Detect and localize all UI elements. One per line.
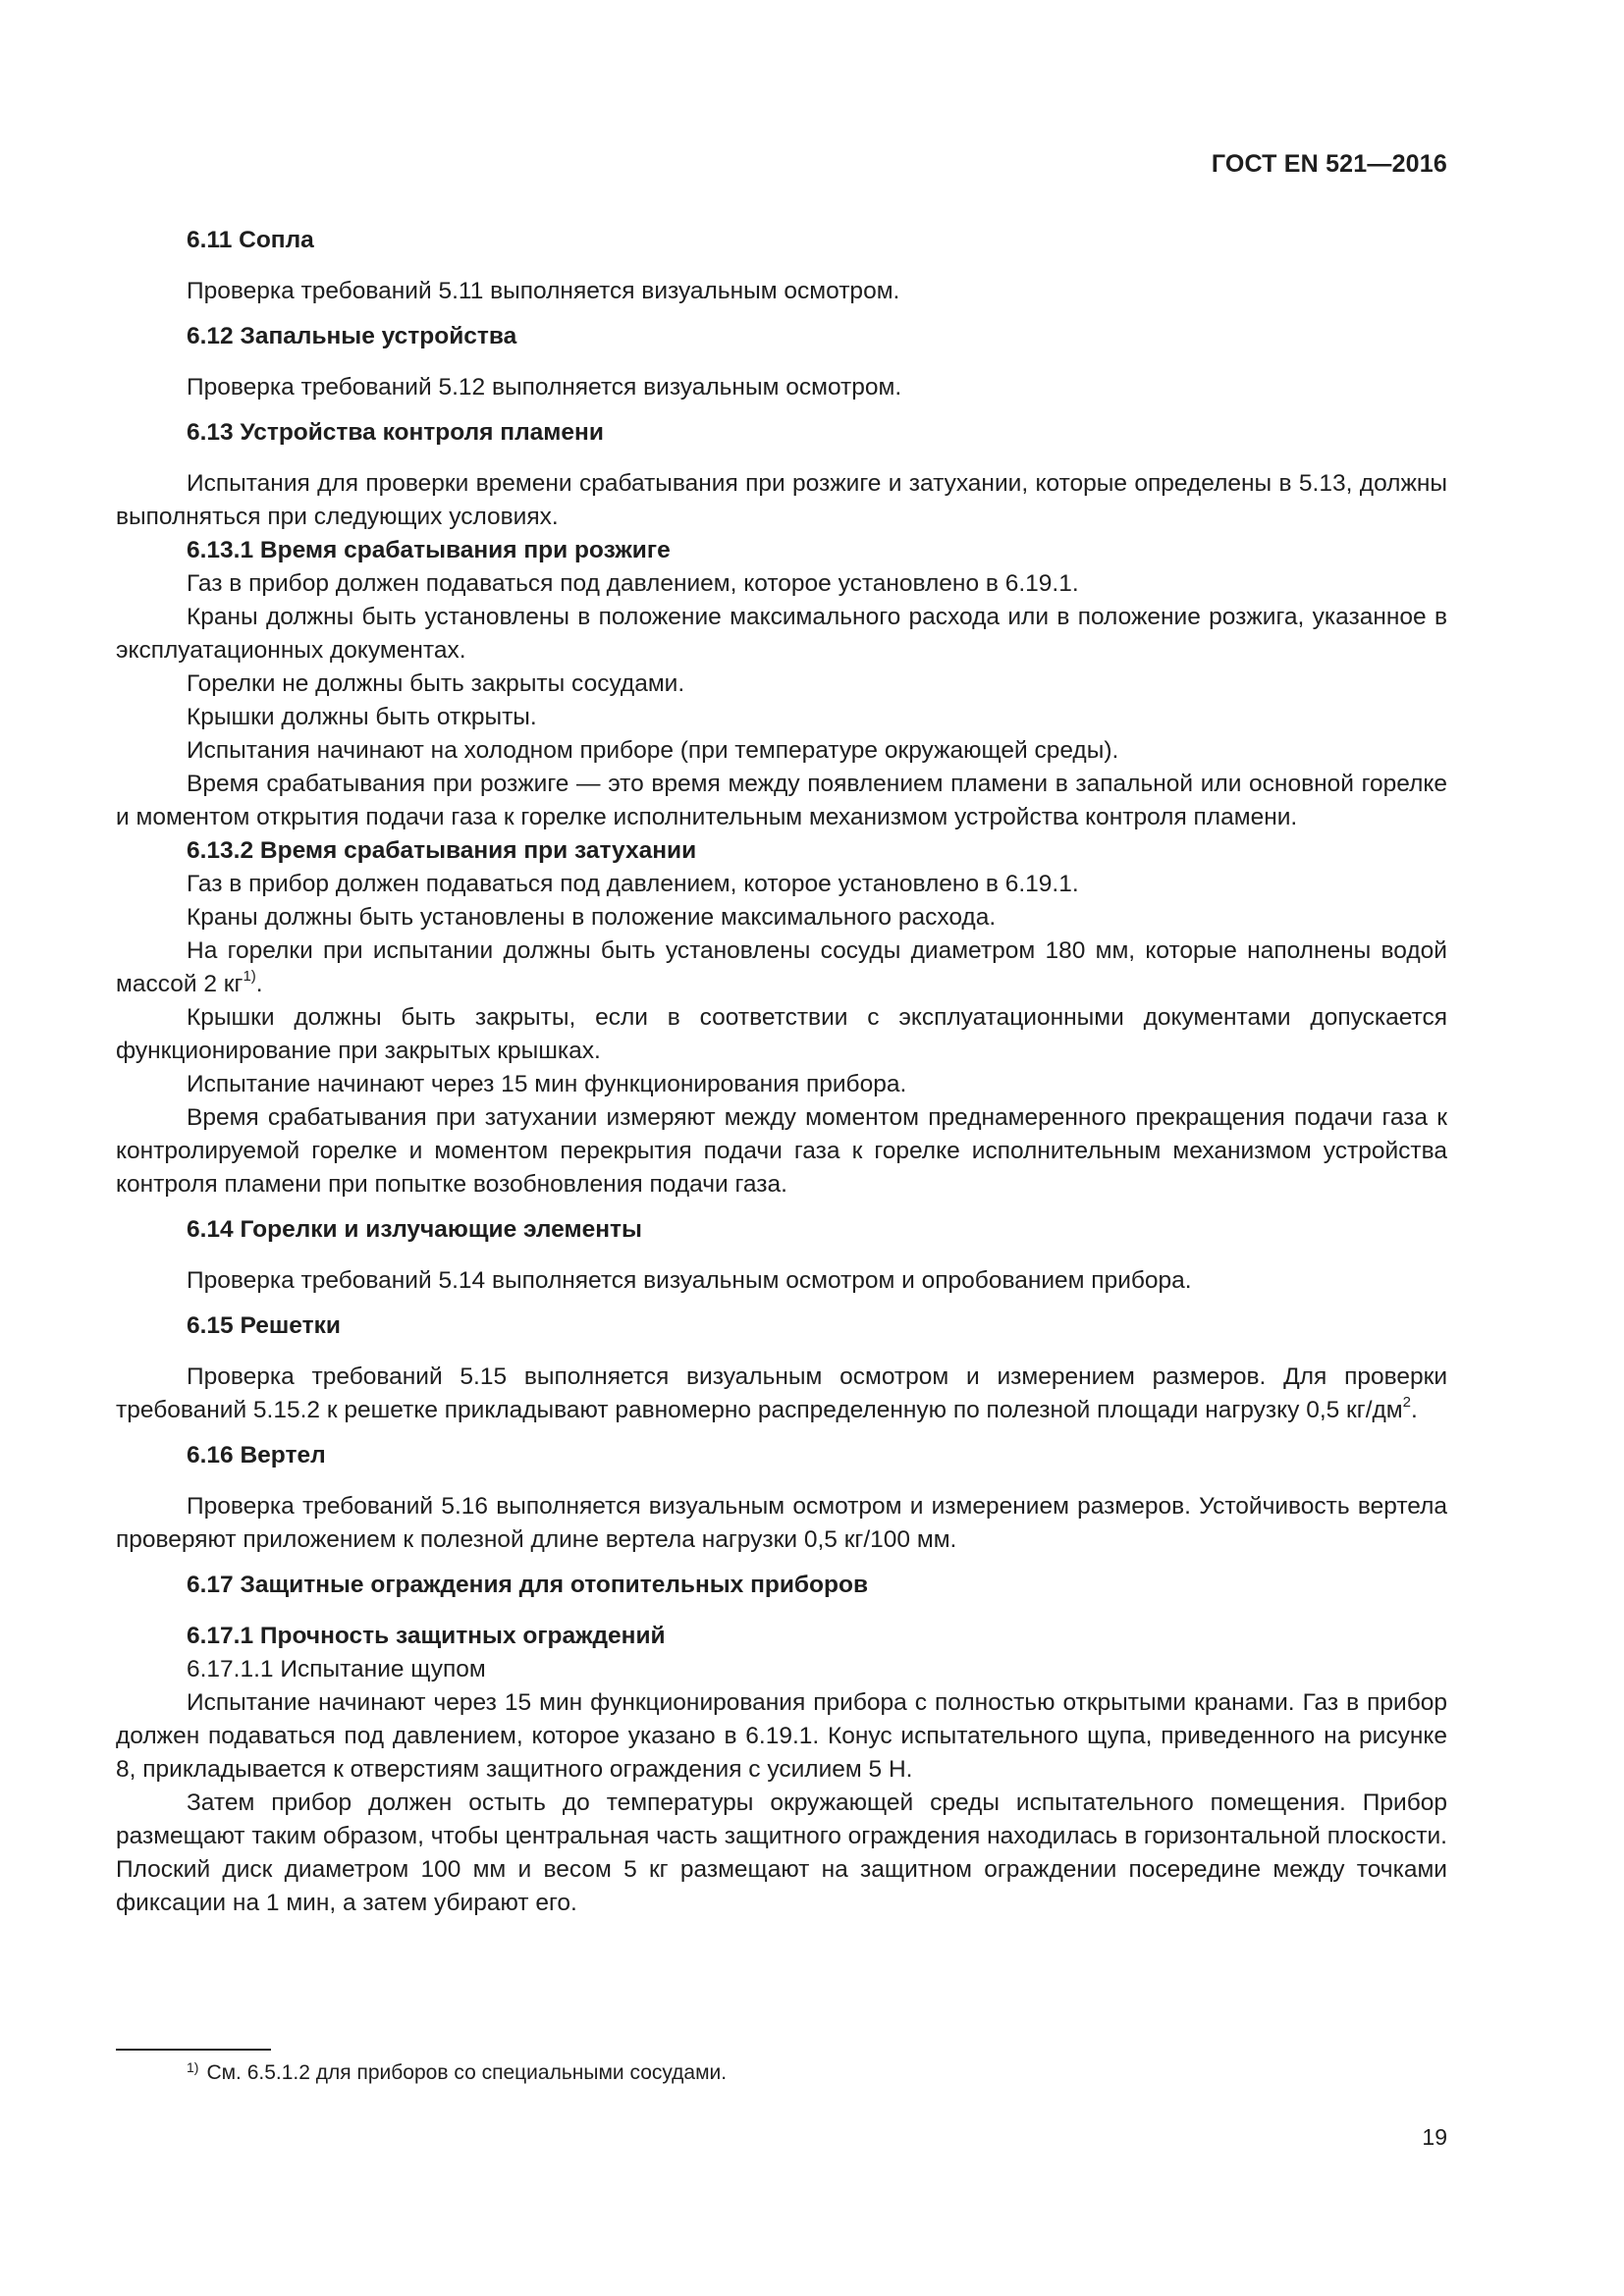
section-heading: 6.14 Горелки и излучающие элементы [187, 1216, 642, 1243]
paragraph: Испытание начинают через 15 мин функционирования прибора. [187, 1071, 907, 1097]
footnote-mark: 1) [187, 2059, 199, 2075]
paragraph: Время срабатывания при затухании измеряют между моментом преднамеренного прекращения подачи газа к контролируемой горелке и моментом перекрытия подачи газа к горелке исполнительным механизмом устройства контроля пламени при попытке возобновления подачи газа. [116, 1104, 1447, 1198]
clause-title: 6.17.1.1 Испытание щупом [187, 1656, 486, 1682]
paragraph: Краны должны быть установлены в положение максимального расхода или в положение розжига, указанное в эксплуатационных документах. [116, 604, 1447, 664]
section-heading: 6.12 Запальные устройства [187, 323, 517, 349]
paragraph: Крышки должны быть закрыты, если в соответствии с эксплуатационными документами допускается функционирование при закрытых крышках. [116, 1004, 1447, 1064]
paragraph: Проверка требований 5.12 выполняется визуальным осмотром. [187, 374, 902, 400]
subsection-heading: 6.13.2 Время срабатывания при затухании [187, 837, 697, 864]
subsection-heading: 6.17.1 Прочность защитных ограждений [187, 1623, 666, 1649]
footnote [187, 2058, 727, 2089]
page-number: 19 [1422, 2124, 1447, 2150]
document-body [116, 224, 1447, 1920]
section-heading: 6.15 Решетки [187, 1312, 341, 1339]
paragraph: Газ в прибор должен подаваться под давлением, которое установлено в 6.19.1. [187, 871, 1079, 897]
paragraph: На горелки при испытании должны быть установлены сосуды диаметром 180 мм, которые наполнены водой массой 2 $кг^{1)}$. [116, 937, 1447, 997]
paragraph: Краны должны быть установлены в положение максимального расхода. [187, 904, 997, 931]
paragraph: Испытания для проверки времени срабатывания при розжиге и затухании, которые определены в 5.13, должны выполняться при следующих условиях. [116, 470, 1447, 530]
paragraph: Горелки не должны быть закрыты сосудами. [187, 670, 685, 697]
section-heading: 6.17 Защитные ограждения для отопительных приборов [187, 1572, 869, 1598]
document-code-header: ГОСТ EN 521—2016 [1211, 150, 1447, 178]
footnote-reference: 2 [1402, 1393, 1411, 1411]
subsection-heading: 6.13.1 Время срабатывания при розжиге [187, 537, 671, 563]
footnote-separator [116, 2049, 271, 2051]
section-heading: 6.16 Вертел [187, 1442, 326, 1468]
footnote-reference: 1) [243, 967, 256, 985]
paragraph: Испытание начинают через 15 мин функционирования прибора с полностью открытыми кранами. Газ в прибор должен подаваться под давлением, которое указано в 6.19.1. Конус испытательного щупа, приведенного на рисунке 8, прикладывается к отверстиям защитного ограждения с усилием 5 Н. [116, 1689, 1447, 1783]
paragraph: Время срабатывания при розжиге — это время между появлением пламени в запальной или основной горелке и моментом открытия подачи газа к горелке исполнительным механизмом устройства контроля пламени. [116, 771, 1447, 830]
paragraph: Проверка требований 5.14 выполняется визуальным осмотром и опробованием прибора. [187, 1267, 1192, 1294]
section-heading: 6.11 Сопла [187, 227, 314, 253]
paragraph: Проверка требований 5.16 выполняется визуальным осмотром и измерением размеров. Устойчивость вертела проверяют приложением к полезной длине вертела нагрузки 0,5 кг/100 мм. [116, 1493, 1447, 1553]
paragraph: Крышки должны быть открыты. [187, 704, 537, 730]
paragraph: Газ в прибор должен подаваться под давлением, которое установлено в 6.19.1. [187, 570, 1079, 597]
paragraph: Проверка требований 5.15 выполняется визуальным осмотром и измерением размеров. Для проверки требований 5.15.2 к решетке прикладывают равномерно распределенную по полезной площади нагрузку 0,5 $кг/дм^2$. [116, 1363, 1447, 1423]
section-heading: 6.13 Устройства контроля пламени [187, 419, 604, 446]
paragraph: Испытания начинают на холодном приборе (при температуре окружающей среды). [187, 737, 1119, 764]
footnote-text: См. 6.5.1.2 для приборов со специальными сосудами. [206, 2061, 728, 2084]
paragraph: Затем прибор должен остыть до температуры окружающей среды испытательного помещения. Прибор размещают таким образом, чтобы центральная часть защитного ограждения находилась в горизонтальной плоскости. Плоский диск диаметром 100 мм и весом 5 кг размещают на защитном ограждении посередине между точками фиксации на 1 мин, а затем убирают его. [116, 1789, 1447, 1916]
paragraph: Проверка требований 5.11 выполняется визуальным осмотром. [187, 278, 900, 304]
